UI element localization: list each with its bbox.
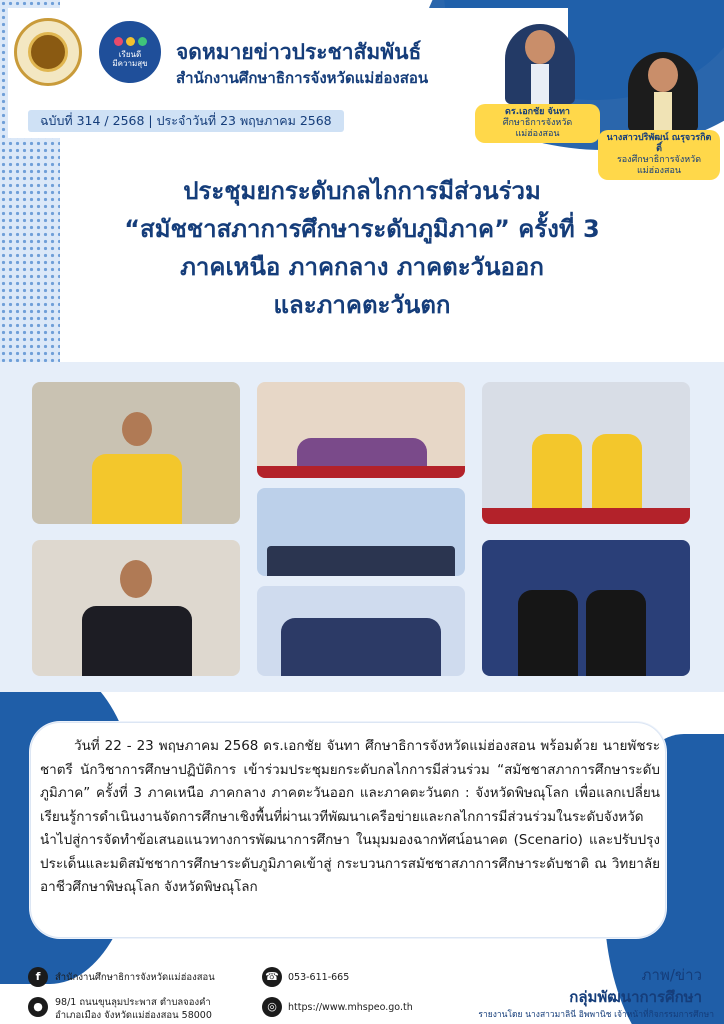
headline-line-2: “สมัชชาสภาการศึกษาระดับภูมิภาค” ครั้งที่ 3 bbox=[124, 215, 600, 243]
photo-large-group-stage bbox=[257, 488, 465, 576]
credit-group: กลุ่มพัฒนาการศึกษา bbox=[569, 988, 702, 1006]
official-role-2: รองศึกษาธิการจังหวัดแม่ฮ่องสอน bbox=[616, 155, 702, 176]
photo-collage bbox=[0, 362, 724, 692]
headline-line-4: และภาคตะวันตก bbox=[273, 291, 451, 319]
footer-facebook[interactable]: สำนักงานศึกษาธิการจังหวัดแม่ฮ่องสอน bbox=[55, 972, 215, 983]
happy-learning-logo-text: เรียนดี มีความสุข bbox=[112, 49, 148, 68]
official-role-1: ศึกษาธิการจังหวัดแม่ฮ่องสอน bbox=[502, 118, 573, 139]
phone-icon: ☎ bbox=[262, 967, 282, 987]
headline-line-3: ภาคเหนือ ภาคกลาง ภาคตะวันออก bbox=[180, 253, 544, 281]
happy-learning-logo bbox=[96, 18, 164, 86]
facebook-icon: f bbox=[28, 967, 48, 987]
newsletter-title: จดหมายข่าวประชาสัมพันธ์ bbox=[176, 40, 422, 64]
footer-address-2: อำเภอเมือง จังหวัดแม่ฮ่องสอน 58000 bbox=[55, 1010, 212, 1021]
footer-website[interactable]: https://www.mhspeo.go.th bbox=[288, 1002, 413, 1013]
official-name-1: ดร.เอกชัย จันทา bbox=[505, 107, 570, 117]
photo-two-officials-thumbs-up bbox=[482, 540, 690, 676]
ministry-seal-logo bbox=[14, 18, 82, 86]
photo-group-traditional bbox=[257, 586, 465, 676]
official-photo-1 bbox=[505, 24, 575, 104]
location-pin-icon: ● bbox=[28, 997, 48, 1017]
issue-info: ฉบับที่ 314 / 2568 | ประจำวันที่ 23 พฤษภาคม 2568 bbox=[28, 110, 344, 132]
photo-two-officials-screen bbox=[482, 382, 690, 524]
official-photo-2 bbox=[628, 52, 698, 132]
photo-group-stage bbox=[257, 382, 465, 478]
photo-seated-official-yellow bbox=[32, 382, 240, 524]
official-tag-1 bbox=[475, 104, 600, 143]
credit-reporter: รายงานโดย นางสาวมาลินี อิพพานิช เจ้าหน้าที่กิจกรรมการศึกษา bbox=[478, 1010, 714, 1020]
footer-phone[interactable]: 053-611-665 bbox=[288, 972, 350, 983]
photo-official-traditional-dress bbox=[32, 540, 240, 676]
headline-line-1: ประชุมยกระดับกลไกการมีส่วนร่วม bbox=[183, 177, 541, 205]
footer-address-1: 98/1 ถนนขุนลุมประพาส ตำบลจองคำ bbox=[55, 997, 211, 1008]
credit-label: ภาพ/ข่าว bbox=[641, 966, 702, 984]
office-name: สำนักงานศึกษาธิการจังหวัดแม่ฮ่องสอน bbox=[176, 69, 429, 87]
footer bbox=[0, 955, 724, 1024]
headline bbox=[0, 172, 724, 324]
article-text: วันที่ 22 - 23 พฤษภาคม 2568 ดร.เอกชัย จันทา ศึกษาธิการจังหวัดแม่ฮ่องสอน พร้อมด้วย นายพัชระ ชาตรี นักวิชาการศึกษาปฏิบัติการ เข้าร่วมประชุมยกระดับกลไกการมีส่วนร่วม “สมัชชาสภาการศึกษาระดับภูมิภาค” ครั้งที่ 3 ภาคเหนือ ภาคกลาง ภาคตะวันออก และภาคตะวันตก : จังหวัดพิษณุโลก เพื่อแลกเปลี่ยนเรียนรู้การดำเนินงานจัดการศึกษาเชิงพื้นที่ผ่านเวทีพัฒนาเครือข่ายและกลไกการมีส่วนร่วมในระดับจังหวัด นำไปสู่การจัดทำข้อเสนอแนวทางการพัฒนาการศึกษา ในมุมมองฉากทัศน์อนาคต (Scenario) และปรับปรุงประเด็นและมติสมัชชาการศึกษาระดับภูมิภาคเข้าสู่ กระบวนการสมัชชาสภาการศึกษาระดับชาติ ณ วิทยาลัยอาชีวศึกษาพิษณุโลก จังหวัดพิษณุโลก bbox=[40, 738, 660, 895]
globe-icon: ◎ bbox=[262, 997, 282, 1017]
official-name-2: นางสาวปริพัฒน์ ณรุจวรกิตติ์ bbox=[606, 133, 712, 154]
